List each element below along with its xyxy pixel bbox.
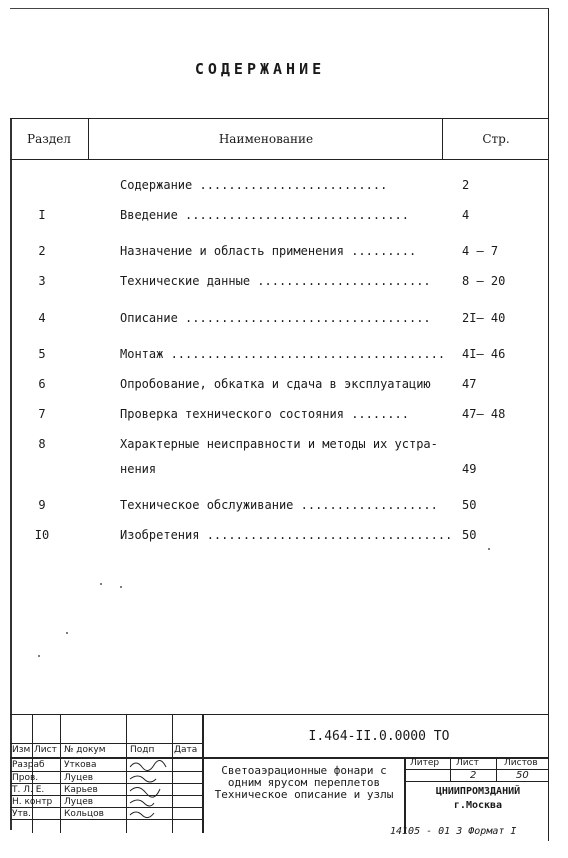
organization [408, 785, 548, 813]
item-page: 4I– 46 [462, 347, 506, 361]
col-docnum: № докум [64, 745, 106, 755]
item-text: Техническое обслуживание ................... [120, 498, 438, 512]
list-item [0, 242, 540, 260]
stamp-line [126, 715, 127, 833]
lit-label: Литер [410, 758, 440, 768]
list-item [0, 375, 540, 393]
item-text: нения [120, 462, 157, 476]
sheet-value: 2 [470, 770, 477, 781]
page-title: СОДЕРЖАНИЕ [194, 60, 326, 78]
item-number: 2 [38, 244, 46, 258]
item-text: Назначение и область применения ......... [120, 244, 417, 258]
name-2: Луцев [64, 773, 94, 783]
stamp-line [10, 819, 202, 820]
col-date: Дата [174, 745, 198, 755]
item-text: Опробование, обкатка и сдача в эксплуатацию [120, 377, 431, 391]
item-page: 4 – 7 [462, 244, 499, 258]
list-item [0, 272, 540, 290]
item-page: 8 – 20 [462, 274, 506, 288]
role-3: Т. Л. Е. [12, 785, 45, 795]
list-item [0, 526, 540, 544]
item-number: 3 [38, 274, 46, 288]
item-page: 47– 48 [462, 407, 506, 421]
org-city: г.Москва [453, 800, 503, 811]
item-page: 4 [462, 208, 470, 222]
item-text: Монтаж ...................................... [120, 347, 446, 361]
item-text: Содержание .......................... [120, 178, 388, 192]
sheets-label: Листов [504, 758, 538, 768]
list-item [0, 496, 540, 514]
item-text: Характерные неисправности и методы их устра- [120, 437, 438, 451]
scan-speck [38, 655, 40, 657]
table-header [10, 118, 548, 160]
item-page: 47 [462, 377, 477, 391]
scan-speck [488, 548, 490, 550]
header-section: Раздел [10, 119, 89, 159]
stamp-line [496, 757, 497, 781]
item-text: Технические данные ........................ [120, 274, 431, 288]
scan-speck [100, 583, 102, 585]
name-3: Карьев [64, 785, 98, 795]
name-1: Уткова [64, 760, 97, 770]
list-item [0, 460, 540, 478]
stamp-line [172, 715, 173, 833]
list-item [0, 176, 540, 194]
name-5: Кольцов [64, 809, 104, 819]
sheet-label: Лист [456, 758, 479, 768]
col-list: Лист [34, 745, 57, 755]
sheets-value: 50 [516, 770, 529, 781]
stamp-line [10, 743, 202, 744]
stamp-line [404, 781, 548, 782]
col-sign: Подп [130, 745, 155, 755]
item-number: 8 [38, 437, 46, 451]
stamp-line [10, 783, 202, 784]
list-item [0, 435, 540, 453]
item-number: 5 [38, 347, 46, 361]
item-page: 49 [462, 462, 477, 476]
org-name: ЦНИИПРОМЗДАНИЙ [435, 786, 521, 797]
list-item [0, 405, 540, 423]
header-name: Наименование [90, 119, 443, 159]
item-number: I [38, 208, 46, 222]
title-block [10, 714, 548, 833]
role-2: Пров. [12, 773, 39, 783]
item-number: 6 [38, 377, 46, 391]
item-number: I0 [34, 528, 50, 542]
item-page: 50 [462, 498, 477, 512]
stamp-line [60, 715, 61, 833]
item-text: Введение ............................... [120, 208, 409, 222]
header-page: Стр. [482, 132, 510, 146]
role-1: Разраб [12, 760, 45, 770]
name-4: Луцев [64, 797, 94, 807]
list-item [0, 206, 540, 224]
item-page: 2 [462, 178, 470, 192]
footer-note: 14105 - 01 3 Формат I [390, 826, 517, 837]
item-number: 7 [38, 407, 46, 421]
item-page: 2I– 40 [462, 311, 506, 325]
col-izm: Изм [12, 745, 31, 755]
role-4: Н. контр [12, 797, 53, 807]
item-number: 4 [38, 311, 46, 325]
scan-speck [120, 586, 122, 588]
item-page: 50 [462, 528, 477, 542]
stamp-line [10, 771, 202, 772]
document-designation: I.464-II.0.0000 ТО [308, 729, 450, 744]
signatures-image [128, 759, 170, 821]
item-text: Проверка технического состояния ........ [120, 407, 409, 421]
scan-speck [66, 632, 68, 634]
list-item [0, 345, 540, 363]
item-text: Изобретения .................................. [120, 528, 453, 542]
item-number: 9 [38, 498, 46, 512]
list-item [0, 309, 540, 327]
role-5: Утв. [12, 809, 31, 819]
stamp-line [450, 757, 451, 781]
document-name: Светоаэрационные фонари с одним ярусом переплетов Техническое описание и узлы [214, 764, 394, 801]
item-text: Описание .................................. [120, 311, 431, 325]
